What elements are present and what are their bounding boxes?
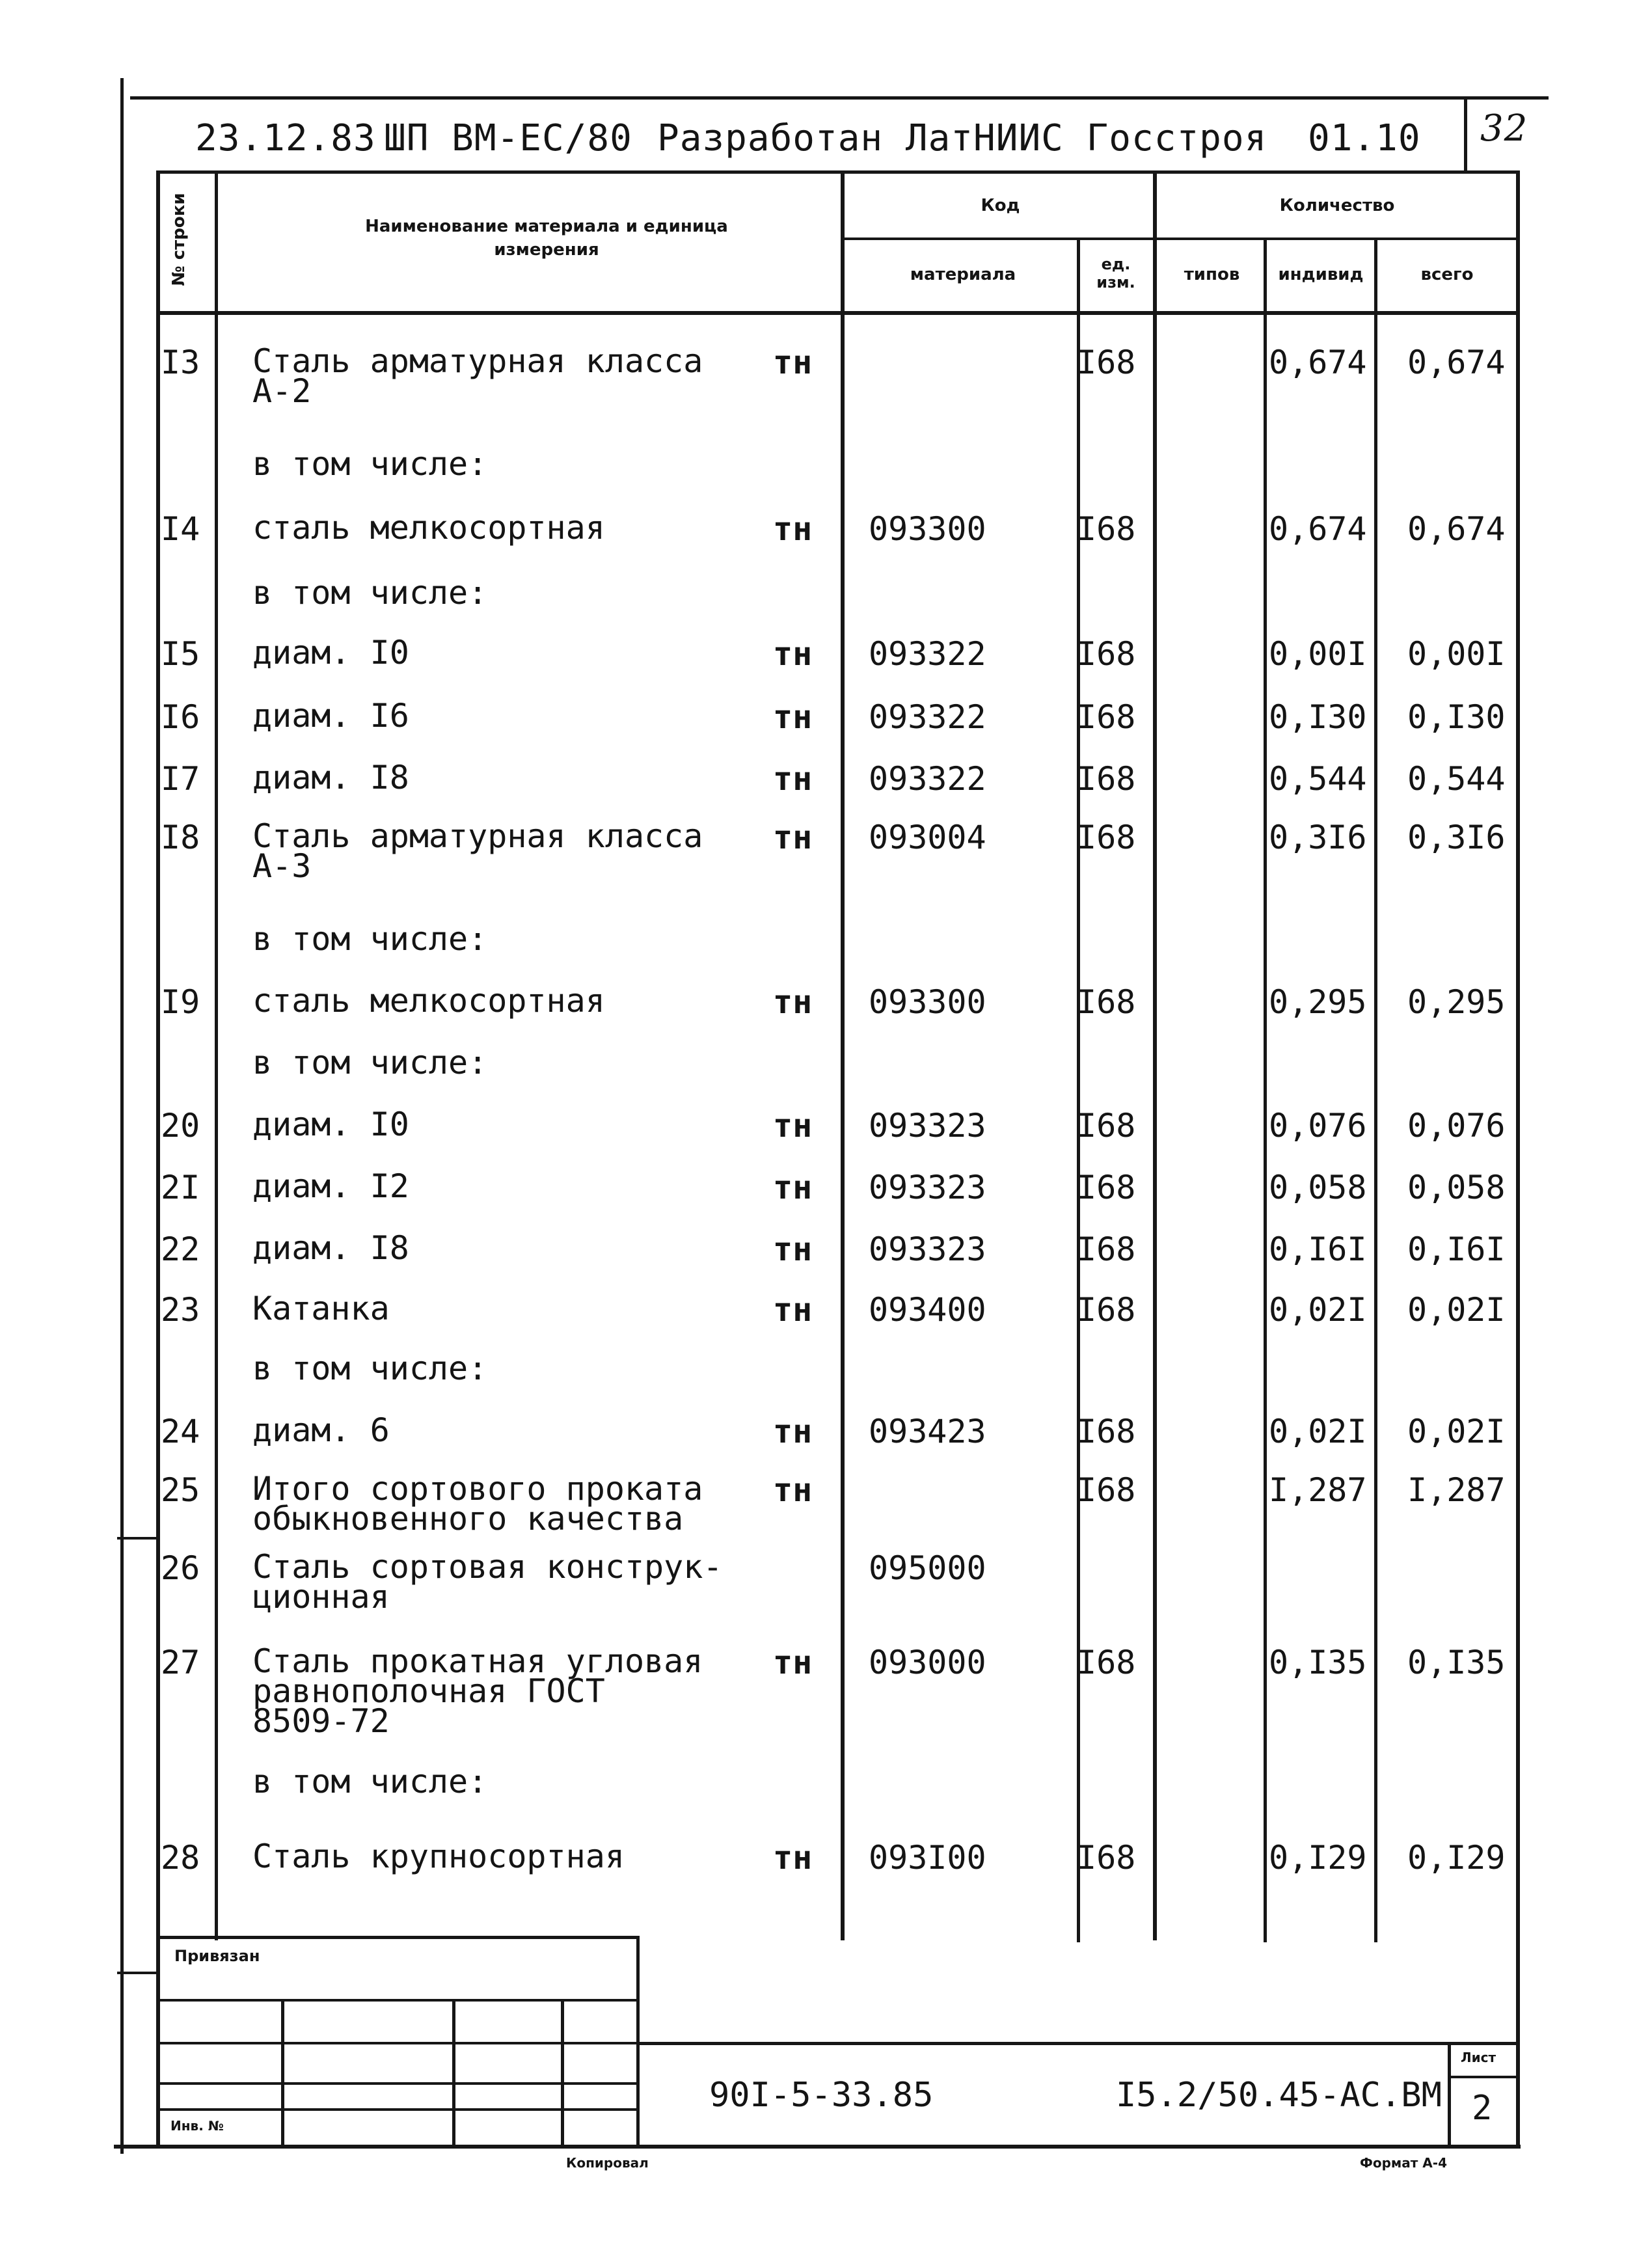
total-qty-cell: 0,674	[1407, 344, 1506, 381]
bound-box-line3	[156, 2082, 638, 2085]
material-name-cell: Сталь арматурная класса А-2	[252, 342, 703, 410]
material-name-cell: диам. I6	[252, 697, 409, 735]
material-code-cell: 093323	[869, 1230, 986, 1268]
material-code-cell: 093300	[869, 510, 986, 548]
col-row-number: № строки	[169, 193, 189, 286]
individual-qty-cell: 0,00I	[1269, 635, 1367, 673]
format-label: Формат А-4	[1360, 2155, 1447, 2171]
unit-code-cell: I68	[1077, 1644, 1136, 1681]
unit-cell: тн	[773, 760, 813, 798]
table-row	[0, 982, 1652, 1044]
material-name-cell: Итого сортового проката обыкновенного качества	[252, 1470, 703, 1538]
row-number-cell: 23	[161, 1291, 200, 1329]
material-name-cell: в том числе:	[252, 1044, 488, 1081]
material-name-cell: диам. I0	[252, 1106, 409, 1143]
sheet-label: Лист	[1461, 2050, 1496, 2065]
material-name-cell: Сталь арматурная класса А-3	[252, 817, 703, 885]
material-name-cell: сталь мелкосортная	[252, 509, 605, 547]
total-qty-cell: 0,I30	[1407, 698, 1506, 736]
unit-code-cell: I68	[1077, 1413, 1136, 1450]
bound-box-col1	[281, 1999, 284, 2147]
material-code-cell: 093000	[869, 1644, 986, 1681]
total-qty-cell: 0,I29	[1407, 1839, 1506, 1877]
unit-code-cell: I68	[1077, 635, 1136, 673]
material-name-cell: в том числе:	[252, 1350, 488, 1387]
table-row	[0, 1044, 1652, 1106]
frame-bottom	[114, 2145, 1521, 2149]
material-name-cell: в том числе:	[252, 445, 488, 483]
row-number-cell: I7	[161, 760, 200, 798]
left-tick-2	[117, 1972, 157, 1974]
table-row	[0, 920, 1652, 983]
table-header-bottom	[156, 311, 1520, 315]
col-name: Наименование материала и единица измерения	[365, 217, 728, 260]
col-code-unit: ед. изм.	[1096, 255, 1135, 292]
unit-code-cell: I68	[1077, 510, 1136, 548]
sheet-box-left	[1448, 2042, 1451, 2146]
individual-qty-cell: 0,02I	[1269, 1413, 1367, 1450]
sheet-box-line	[1448, 2076, 1519, 2078]
material-code-cell: 093322	[869, 635, 986, 673]
bound-box-line	[156, 1999, 638, 2002]
col-qty-total: всего	[1420, 265, 1474, 284]
row-number-cell: 26	[161, 1549, 200, 1587]
total-qty-cell: 0,295	[1407, 983, 1506, 1021]
total-qty-cell: 0,058	[1407, 1169, 1506, 1206]
table-header-mid	[841, 238, 1520, 240]
bound-label: Привязан	[174, 1947, 260, 1965]
table-row	[0, 1290, 1652, 1352]
material-name-cell: диам. I8	[252, 1229, 409, 1267]
material-name-cell: в том числе:	[252, 1763, 488, 1800]
individual-qty-cell: 0,I29	[1269, 1839, 1367, 1877]
individual-qty-cell: 0,674	[1269, 344, 1367, 381]
copied-label: Копировал	[566, 2155, 649, 2171]
table-row	[0, 445, 1652, 508]
material-name-cell: Катанка	[252, 1290, 390, 1327]
table-row	[0, 342, 1652, 410]
header-date: 23.12.83	[195, 117, 376, 159]
material-name-cell: сталь мелкосортная	[252, 982, 605, 1020]
total-qty-cell: 0,00I	[1407, 635, 1506, 673]
row-number-cell: 27	[161, 1644, 200, 1681]
unit-cell: тн	[773, 635, 813, 673]
col-code-material: материала	[910, 265, 1016, 284]
individual-qty-cell: 0,076	[1269, 1107, 1367, 1145]
table-row	[0, 574, 1652, 636]
unit-code-cell: I68	[1077, 1291, 1136, 1329]
table-row	[0, 1763, 1652, 1825]
unit-cell: тн	[773, 1471, 813, 1509]
table-row	[0, 759, 1652, 821]
total-qty-cell: 0,I6I	[1407, 1230, 1506, 1268]
total-qty-cell: 0,544	[1407, 760, 1506, 798]
individual-qty-cell: 0,3I6	[1269, 819, 1367, 856]
individual-qty-cell: 0,I6I	[1269, 1230, 1367, 1268]
individual-qty-cell: 0,674	[1269, 510, 1367, 548]
row-number-cell: I4	[161, 510, 200, 548]
sheet-code: I5.2/50.45-АС.ВМ	[1116, 2076, 1442, 2115]
table-row	[0, 1167, 1652, 1230]
row-number-cell: 2I	[161, 1169, 200, 1206]
col-qty-typical: типов	[1184, 265, 1240, 284]
row-number-cell: 25	[161, 1471, 200, 1509]
material-code-cell: 093300	[869, 983, 986, 1021]
individual-qty-cell: 0,544	[1269, 760, 1367, 798]
total-qty-cell: I,287	[1407, 1471, 1506, 1509]
table-row	[0, 1642, 1652, 1740]
col-code-group: Код	[981, 196, 1020, 215]
table-row	[0, 1548, 1652, 1616]
row-number-cell: I6	[161, 698, 200, 736]
table-row	[0, 697, 1652, 759]
bound-box-line2	[156, 2042, 638, 2044]
material-code-cell: 093323	[869, 1169, 986, 1206]
unit-code-cell: I68	[1077, 1471, 1136, 1509]
row-number-cell: I9	[161, 983, 200, 1021]
header-code: ШП ВМ-ЕС/80	[384, 117, 632, 159]
unit-code-cell: I68	[1077, 1107, 1136, 1145]
unit-cell: тн	[773, 983, 813, 1021]
unit-cell: тн	[773, 1291, 813, 1329]
bound-box-col3	[561, 1999, 564, 2147]
col-qty-individual: индивид	[1278, 265, 1364, 284]
individual-qty-cell: 0,295	[1269, 983, 1367, 1021]
material-name-cell: Сталь прокатная угловая равнополочная ГОСТ 8509-72	[252, 1642, 703, 1740]
sheet-number: 2	[1472, 2089, 1493, 2128]
individual-qty-cell: 0,02I	[1269, 1291, 1367, 1329]
table-row	[0, 634, 1652, 696]
material-code-cell: 093I00	[869, 1839, 986, 1877]
table-row	[0, 1350, 1652, 1412]
bound-box-top	[156, 1936, 638, 1939]
unit-cell: тн	[773, 819, 813, 856]
left-tick-1	[117, 1537, 157, 1540]
total-qty-cell: 0,02I	[1407, 1291, 1506, 1329]
unit-cell: тн	[773, 1644, 813, 1681]
individual-qty-cell: 0,I30	[1269, 698, 1367, 736]
total-qty-cell: 0,3I6	[1407, 819, 1506, 856]
total-qty-cell: 0,076	[1407, 1107, 1506, 1145]
unit-code-cell: I68	[1077, 698, 1136, 736]
unit-code-cell: I68	[1077, 1230, 1136, 1268]
title-block-top	[638, 2042, 1519, 2045]
material-name-cell: Сталь крупносортная	[252, 1838, 625, 1875]
unit-cell: тн	[773, 1169, 813, 1206]
material-name-cell: диам. I0	[252, 634, 409, 672]
unit-cell: тн	[773, 1107, 813, 1145]
material-name-cell: диам. 6	[252, 1411, 390, 1449]
table-row	[0, 509, 1652, 571]
material-code-cell: 093400	[869, 1291, 986, 1329]
unit-cell: тн	[773, 344, 813, 381]
unit-cell: тн	[773, 698, 813, 736]
material-code-cell: 093323	[869, 1107, 986, 1145]
total-qty-cell: 0,02I	[1407, 1413, 1506, 1450]
table-row	[0, 817, 1652, 885]
col-qty-group: Количество	[1279, 196, 1395, 215]
individual-qty-cell: 0,I35	[1269, 1644, 1367, 1681]
row-number-cell: 20	[161, 1107, 200, 1145]
unit-cell: тн	[773, 1839, 813, 1877]
project-code: 90I-5-33.85	[709, 2076, 934, 2115]
row-number-cell: 22	[161, 1230, 200, 1268]
pagebox-left	[1464, 98, 1467, 170]
unit-cell: тн	[773, 1413, 813, 1450]
material-name-cell: диам. I2	[252, 1167, 409, 1205]
table-row	[0, 1411, 1652, 1474]
unit-cell: тн	[773, 510, 813, 548]
unit-code-cell: I68	[1077, 819, 1136, 856]
total-qty-cell: 0,I35	[1407, 1644, 1506, 1681]
bound-box-line4	[156, 2108, 638, 2111]
material-code-cell: 093004	[869, 819, 986, 856]
material-name-cell: Сталь сортовая конструк- ционная	[252, 1548, 723, 1616]
table-row	[0, 1106, 1652, 1168]
frame-top	[130, 96, 1549, 100]
row-number-cell: I8	[161, 819, 200, 856]
material-code-cell: 093322	[869, 760, 986, 798]
table-row	[0, 1229, 1652, 1292]
inv-label: Инв. №	[170, 2118, 224, 2134]
total-qty-cell: 0,674	[1407, 510, 1506, 548]
bound-box-col2	[452, 1999, 455, 2147]
unit-code-cell: I68	[1077, 344, 1136, 381]
header-doc-ref: 01.10	[1308, 117, 1421, 159]
unit-code-cell: I68	[1077, 760, 1136, 798]
unit-code-cell: I68	[1077, 1839, 1136, 1877]
material-code-cell: 093322	[869, 698, 986, 736]
table-row	[0, 1838, 1652, 1900]
row-number-cell: 28	[161, 1839, 200, 1877]
table-row	[0, 1470, 1652, 1538]
unit-code-cell: I68	[1077, 983, 1136, 1021]
row-number-cell: I3	[161, 344, 200, 381]
material-name-cell: в том числе:	[252, 574, 488, 612]
individual-qty-cell: 0,058	[1269, 1169, 1367, 1206]
unit-cell: тн	[773, 1230, 813, 1268]
individual-qty-cell: I,287	[1269, 1471, 1367, 1509]
material-code-cell: 095000	[869, 1549, 986, 1587]
header-page-number: 32	[1480, 107, 1528, 150]
header-developer: Разработан ЛатНИИС Госстроя	[657, 117, 1267, 159]
row-number-cell: 24	[161, 1413, 200, 1450]
unit-code-cell: I68	[1077, 1169, 1136, 1206]
row-number-cell: I5	[161, 635, 200, 673]
material-name-cell: в том числе:	[252, 920, 488, 958]
material-code-cell: 093423	[869, 1413, 986, 1450]
table-header-top	[156, 170, 1520, 174]
material-name-cell: диам. I8	[252, 759, 409, 796]
